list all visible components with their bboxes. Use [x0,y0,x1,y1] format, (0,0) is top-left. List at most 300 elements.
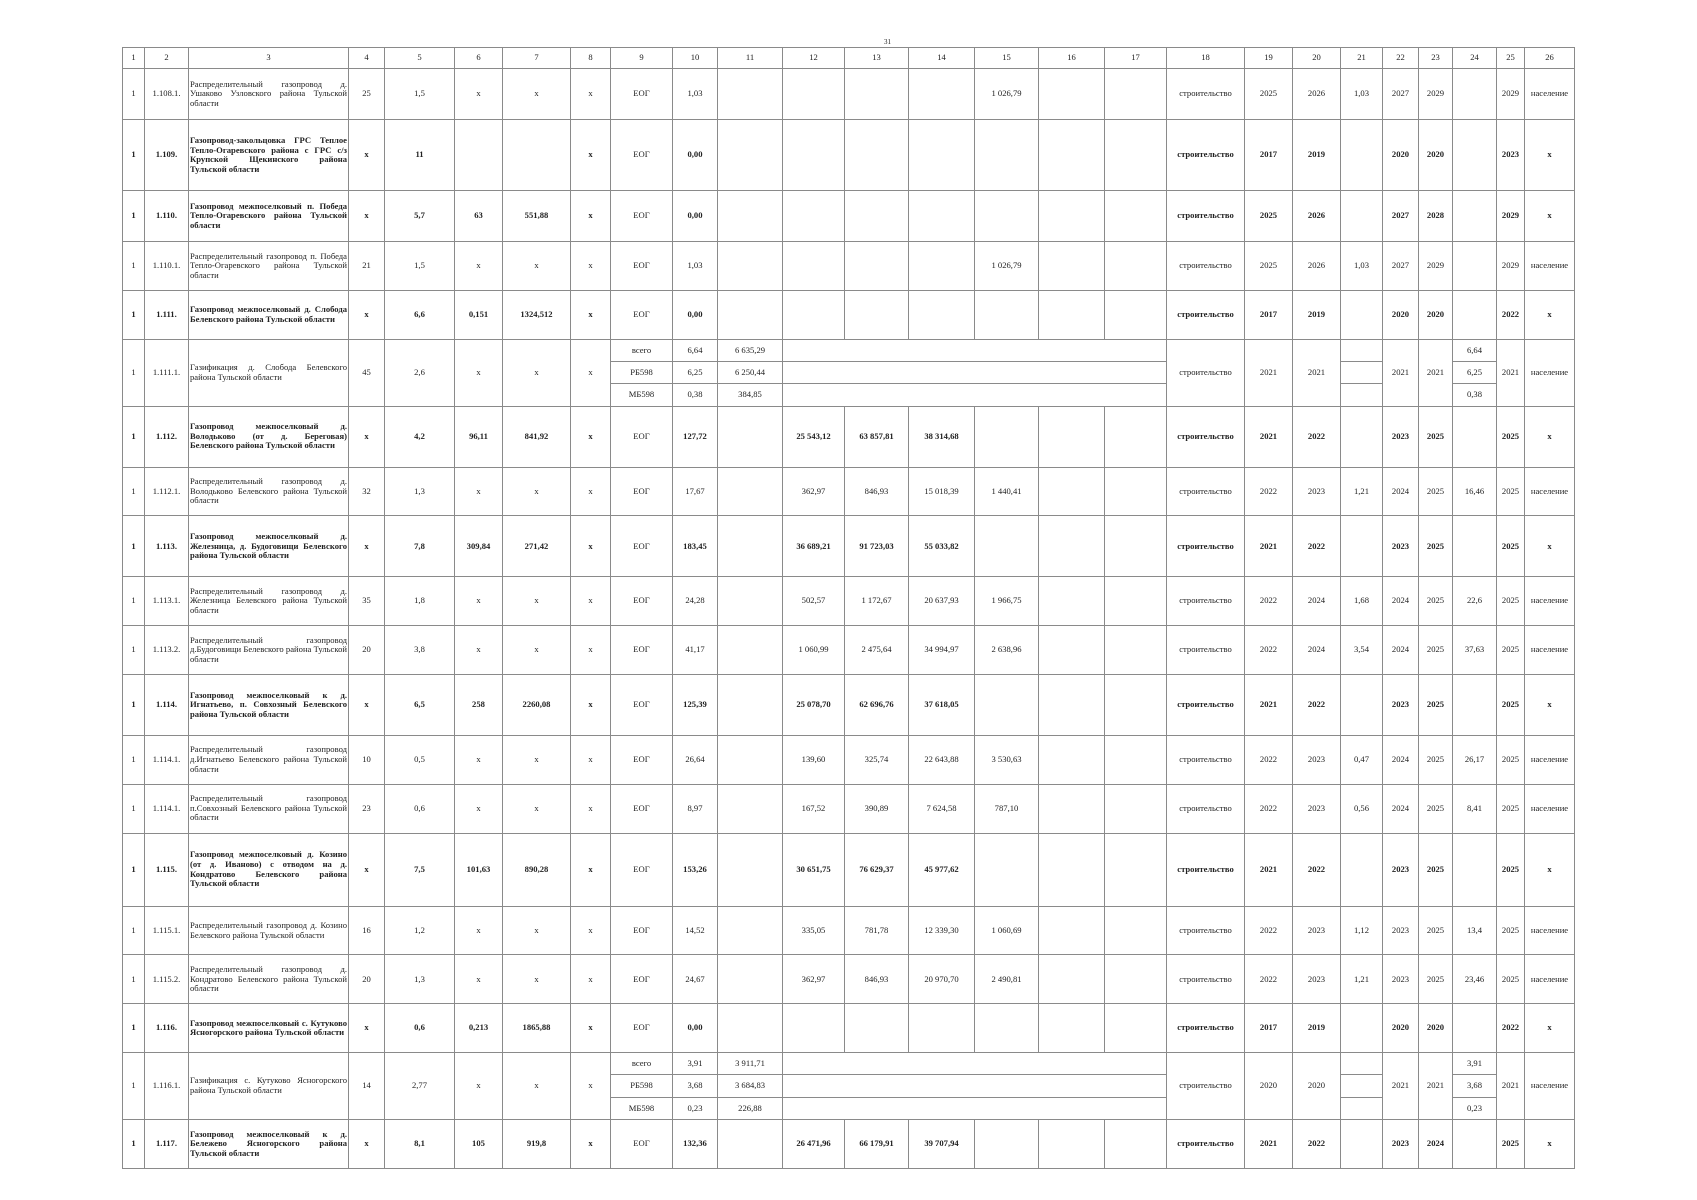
table-cell: x [349,290,385,339]
table-cell [1453,1004,1497,1053]
table-cell: строительство [1167,69,1245,120]
table-cell: 1324,512 [503,290,571,339]
table-cell: x [571,1004,611,1053]
table-cell: 167,52 [783,784,845,833]
column-number: 6 [455,48,503,69]
table-cell [1039,674,1105,735]
object-name: Газопровод-закольцовка ГРС Теплое Тепло-Огаревского района с ГРС с/з Крупской Щекинского района Тульской области [189,120,349,191]
table-cell: строительство [1167,467,1245,516]
table-cell [1105,516,1167,577]
table-cell: 1.108.1. [145,69,189,120]
table-cell: население [1525,69,1575,120]
table-cell [845,191,909,242]
table-cell: ЕОГ [611,735,673,784]
column-number: 25 [1497,48,1525,69]
table-cell: 26 471,96 [783,1120,845,1169]
table-cell: 2025 [1497,577,1525,626]
object-name: Газопровод межпоселковый д. Слобода Белевского района Тульской области [189,290,349,339]
funding-source: МБ598 [611,384,673,406]
table-cell [975,516,1039,577]
table-cell: x [1525,191,1575,242]
table-cell: 1.112.1. [145,467,189,516]
table-cell: x [349,1004,385,1053]
table-cell: строительство [1167,406,1245,467]
table-cell: 2020 [1383,120,1419,191]
table-cell [1039,784,1105,833]
table-cell [1039,467,1105,516]
object-name: Газопровод межпоселковый к д. Игнатьево, п. Совхозный Белевского района Тульской области [189,674,349,735]
table-cell: 2023 [1383,516,1419,577]
table-cell [1105,290,1167,339]
table-cell: 1,21 [1341,467,1383,516]
table-cell: 0,5 [385,735,455,784]
column-number: 14 [909,48,975,69]
table-cell [1105,69,1167,120]
table-cell [1341,191,1383,242]
page-number: 31 [884,38,891,46]
table-cell: x [571,120,611,191]
table-cell: 325,74 [845,735,909,784]
table-cell: x [571,516,611,577]
table-cell [783,290,845,339]
table-cell: 2023 [1383,674,1419,735]
table-cell: 1 [123,577,145,626]
table-cell: 91 723,03 [845,516,909,577]
table-cell: строительство [1167,191,1245,242]
table-cell: строительство [1167,735,1245,784]
table-cell: строительство [1167,626,1245,675]
table-cell: x [503,784,571,833]
table-cell [718,626,783,675]
table-cell: x [455,69,503,120]
table-cell [1341,1097,1383,1119]
table-cell: 37,63 [1453,626,1497,675]
table-cell: 1.114.1. [145,784,189,833]
table-cell: x [571,577,611,626]
table-cell: 3 684,83 [718,1075,783,1097]
table-cell [1341,516,1383,577]
table-cell: x [571,191,611,242]
table-cell: 2027 [1383,242,1419,291]
table-cell [1039,290,1105,339]
table-cell: население [1525,784,1575,833]
table-cell: 2020 [1419,1004,1453,1053]
table-cell: 20 [349,955,385,1004]
table-cell: 2025 [1497,955,1525,1004]
table-cell: 2024 [1383,735,1419,784]
table-cell: 1 [123,626,145,675]
table-cell: 55 033,82 [909,516,975,577]
table-cell: 25 078,70 [783,674,845,735]
table-cell: 6 250,44 [718,362,783,384]
table-cell: 23 [349,784,385,833]
table-cell [909,191,975,242]
object-name: Газификация д. Слобода Белевского района Тульской области [189,339,349,406]
table-cell: строительство [1167,339,1245,406]
table-cell: население [1525,735,1575,784]
table-cell: 2025 [1497,516,1525,577]
table-cell: 63 857,81 [845,406,909,467]
table-cell [783,362,1167,384]
table-cell: 6,64 [673,339,718,361]
table-cell: 22 643,88 [909,735,975,784]
table-cell: 66 179,91 [845,1120,909,1169]
table-cell [503,120,571,191]
table-cell: 919,8 [503,1120,571,1169]
table-cell: 2 638,96 [975,626,1039,675]
table-cell: x [455,577,503,626]
table-cell: 1 966,75 [975,577,1039,626]
table-cell: 2023 [1293,735,1341,784]
table-cell: 37 618,05 [909,674,975,735]
column-number: 9 [611,48,673,69]
table-cell: x [1525,516,1575,577]
table-cell: 2024 [1293,626,1341,675]
table-cell: 0,23 [1453,1097,1497,1119]
table-cell: 0,213 [455,1004,503,1053]
table-cell: 1.112. [145,406,189,467]
table-cell: 6,64 [1453,339,1497,361]
object-name: Распределительный газопровод п. Победа Тепло-Огаревского района Тульской области [189,242,349,291]
table-cell: 101,63 [455,833,503,906]
object-name: Распределительный газопровод д. Кондратово Белевского района Тульской области [189,955,349,1004]
table-row [123,516,1575,577]
table-cell: x [503,69,571,120]
table-cell [1341,1004,1383,1053]
table-cell [1341,339,1383,361]
table-cell [1039,191,1105,242]
table-cell [718,833,783,906]
table-cell [1105,191,1167,242]
table-cell: строительство [1167,674,1245,735]
table-cell: 2022 [1245,784,1293,833]
table-cell: 1 [123,784,145,833]
table-cell: население [1525,577,1575,626]
table-cell: 2 475,64 [845,626,909,675]
table-cell [1341,1075,1383,1097]
table-cell: 0,47 [1341,735,1383,784]
table-cell: 2023 [1383,406,1419,467]
table-cell: 1 [123,290,145,339]
table-cell: 2025 [1419,467,1453,516]
table-cell: 2017 [1245,120,1293,191]
table-cell: 10 [349,735,385,784]
table-cell [845,242,909,291]
table-cell: 1.109. [145,120,189,191]
table-cell: 2025 [1419,833,1453,906]
table-cell: 2023 [1383,1120,1419,1169]
table-cell: 2023 [1293,955,1341,1004]
table-cell [1039,906,1105,955]
table-row [123,1053,1575,1075]
table-cell: 1,2 [385,906,455,955]
table-cell: 1 [123,242,145,291]
object-name: Распределительный газопровод д.Будоговищи Белевского района Тульской области [189,626,349,675]
table-cell: 2021 [1383,339,1419,406]
table-cell: 1.113. [145,516,189,577]
column-number: 21 [1341,48,1383,69]
table-cell: x [571,242,611,291]
table-cell: 2022 [1293,674,1341,735]
table-cell: x [455,626,503,675]
table-row [123,955,1575,1004]
table-cell [1453,290,1497,339]
table-cell: 7 624,58 [909,784,975,833]
table-cell: 2260,08 [503,674,571,735]
table-cell: 125,39 [673,674,718,735]
table-cell: 2022 [1293,833,1341,906]
table-cell: 2020 [1245,1053,1293,1120]
table-cell: x [1525,674,1575,735]
table-cell: 6,25 [673,362,718,384]
table-cell: 2029 [1419,69,1453,120]
table-cell: 335,05 [783,906,845,955]
column-number: 24 [1453,48,1497,69]
table-row [123,120,1575,191]
table-cell: население [1525,467,1575,516]
table-cell: 2020 [1383,290,1419,339]
table-cell: 2022 [1497,1004,1525,1053]
column-number: 16 [1039,48,1105,69]
table-cell [1105,120,1167,191]
table-cell [718,290,783,339]
table-cell: 2022 [1245,955,1293,1004]
table-cell: 2025 [1419,784,1453,833]
table-cell: 1 [123,1120,145,1169]
table-cell: 25 [349,69,385,120]
table-cell: ЕОГ [611,406,673,467]
table-cell: строительство [1167,577,1245,626]
object-name: Газопровод межпоселковый д. Козино (от д. Иваново) с отводом на д. Кондратово Белевского района Тульской области [189,833,349,906]
table-cell: x [349,516,385,577]
table-cell: x [503,467,571,516]
table-cell [783,1004,845,1053]
object-name: Газопровод межпоселковый д. Железница, д. Будоговищи Белевского района Тульской области [189,516,349,577]
table-cell: x [503,1053,571,1120]
table-cell [718,120,783,191]
table-cell: 2024 [1293,577,1341,626]
table-cell [845,69,909,120]
table-cell: 2020 [1293,1053,1341,1120]
table-cell: 34 994,97 [909,626,975,675]
table-cell [718,467,783,516]
table-cell: x [571,406,611,467]
table-cell: население [1525,955,1575,1004]
object-name: Распределительный газопровод д. Володьково Белевского района Тульской области [189,467,349,516]
table-cell: x [349,406,385,467]
table-cell: 13,4 [1453,906,1497,955]
table-cell: 38 314,68 [909,406,975,467]
column-number: 3 [189,48,349,69]
table-cell [783,384,1167,406]
table-cell: ЕОГ [611,577,673,626]
table-cell [1453,191,1497,242]
table-cell: 1 172,67 [845,577,909,626]
column-number: 7 [503,48,571,69]
table-cell: 96,11 [455,406,503,467]
table-cell: x [455,955,503,1004]
column-number: 11 [718,48,783,69]
table-cell: ЕОГ [611,467,673,516]
table-cell [1039,516,1105,577]
table-cell: население [1525,906,1575,955]
table-cell: 2023 [1293,906,1341,955]
table-cell: 0,23 [673,1097,718,1119]
table-cell: 2025 [1419,735,1453,784]
table-cell: 16 [349,906,385,955]
table-cell: 7,5 [385,833,455,906]
table-cell: 1,3 [385,955,455,1004]
table-cell: 1 [123,906,145,955]
table-cell: 1.111. [145,290,189,339]
table-cell: 2025 [1419,516,1453,577]
table-cell: 2025 [1245,69,1293,120]
table-cell: 2024 [1383,467,1419,516]
table-cell: 8,97 [673,784,718,833]
table-cell: 105 [455,1120,503,1169]
table-cell: 35 [349,577,385,626]
table-cell [1341,1053,1383,1075]
table-cell: 1.116.1. [145,1053,189,1120]
table-row [123,1120,1575,1169]
table-cell: 20 [349,626,385,675]
table-cell: 2024 [1383,784,1419,833]
table-cell: 25 543,12 [783,406,845,467]
table-cell: 841,92 [503,406,571,467]
column-number: 17 [1105,48,1167,69]
table-cell [455,120,503,191]
table-cell: 2023 [1293,784,1341,833]
column-number: 4 [349,48,385,69]
table-cell [1039,242,1105,291]
table-cell [783,69,845,120]
table-cell: x [1525,1004,1575,1053]
table-cell: 2017 [1245,290,1293,339]
table-row [123,69,1575,120]
table-cell [1039,577,1105,626]
table-cell: строительство [1167,833,1245,906]
table-cell [1341,290,1383,339]
table-cell: ЕОГ [611,242,673,291]
table-cell: 384,85 [718,384,783,406]
table-cell: население [1525,339,1575,406]
table-cell: x [503,339,571,406]
table-cell: 0,00 [673,1004,718,1053]
table-cell: 2025 [1245,191,1293,242]
table-cell: x [349,674,385,735]
table-cell: 1 440,41 [975,467,1039,516]
table-cell [1453,516,1497,577]
table-cell: x [455,242,503,291]
table-cell: 1 060,69 [975,906,1039,955]
table-cell: 2023 [1293,467,1341,516]
table-cell [845,1004,909,1053]
table-cell: 1 060,99 [783,626,845,675]
table-cell: 2021 [1293,339,1341,406]
table-cell: 2022 [1245,467,1293,516]
table-cell: x [455,735,503,784]
table-cell: ЕОГ [611,1120,673,1169]
table-cell: население [1525,242,1575,291]
column-number: 23 [1419,48,1453,69]
table-cell [1453,242,1497,291]
table-cell: 14 [349,1053,385,1120]
table-cell [1105,833,1167,906]
table-cell: 1.111.1. [145,339,189,406]
table-cell: 2027 [1383,191,1419,242]
table-cell: 1 [123,735,145,784]
table-cell [718,69,783,120]
table-cell: 45 [349,339,385,406]
funding-source: всего [611,339,673,361]
table-cell [909,290,975,339]
table-row [123,242,1575,291]
table-cell [1341,406,1383,467]
table-cell: 2020 [1419,120,1453,191]
table-cell: 1,8 [385,577,455,626]
table-cell: 1 026,79 [975,242,1039,291]
table-cell: 1.110.1. [145,242,189,291]
table-cell: 2022 [1293,406,1341,467]
table-cell: x [571,955,611,1004]
table-cell [975,674,1039,735]
table-cell: 0,6 [385,1004,455,1053]
table-cell: x [571,467,611,516]
table-cell: 8,41 [1453,784,1497,833]
table-cell: 63 [455,191,503,242]
table-cell: строительство [1167,120,1245,191]
table-cell: 2024 [1383,577,1419,626]
table-row [123,784,1575,833]
table-cell [718,784,783,833]
table-cell [1105,735,1167,784]
table-cell: 502,57 [783,577,845,626]
table-cell: 2024 [1383,626,1419,675]
table-cell: 2019 [1293,1004,1341,1053]
table-cell [783,242,845,291]
table-cell: 2025 [1419,906,1453,955]
table-cell: ЕОГ [611,120,673,191]
table-cell: 6 635,29 [718,339,783,361]
table-cell: 2021 [1245,833,1293,906]
table-cell: 2022 [1245,735,1293,784]
table-cell: 183,45 [673,516,718,577]
table-cell: 2022 [1245,626,1293,675]
table-cell: 2021 [1419,339,1453,406]
table-cell: 3,91 [673,1053,718,1075]
table-cell: 362,97 [783,467,845,516]
table-cell [975,406,1039,467]
table-cell [1341,1120,1383,1169]
table-cell [1453,406,1497,467]
table-cell: 3 530,63 [975,735,1039,784]
table-cell: x [571,69,611,120]
table-cell: 76 629,37 [845,833,909,906]
table-cell: 2025 [1419,626,1453,675]
table-cell: 309,84 [455,516,503,577]
table-cell: 11 [385,120,455,191]
table-row [123,735,1575,784]
table-cell [718,577,783,626]
table-cell: строительство [1167,242,1245,291]
table-cell: 1.110. [145,191,189,242]
table-cell [975,191,1039,242]
table-cell: 7,8 [385,516,455,577]
column-number: 10 [673,48,718,69]
table-cell: 15 018,39 [909,467,975,516]
table-cell: 390,89 [845,784,909,833]
table-row [123,577,1575,626]
